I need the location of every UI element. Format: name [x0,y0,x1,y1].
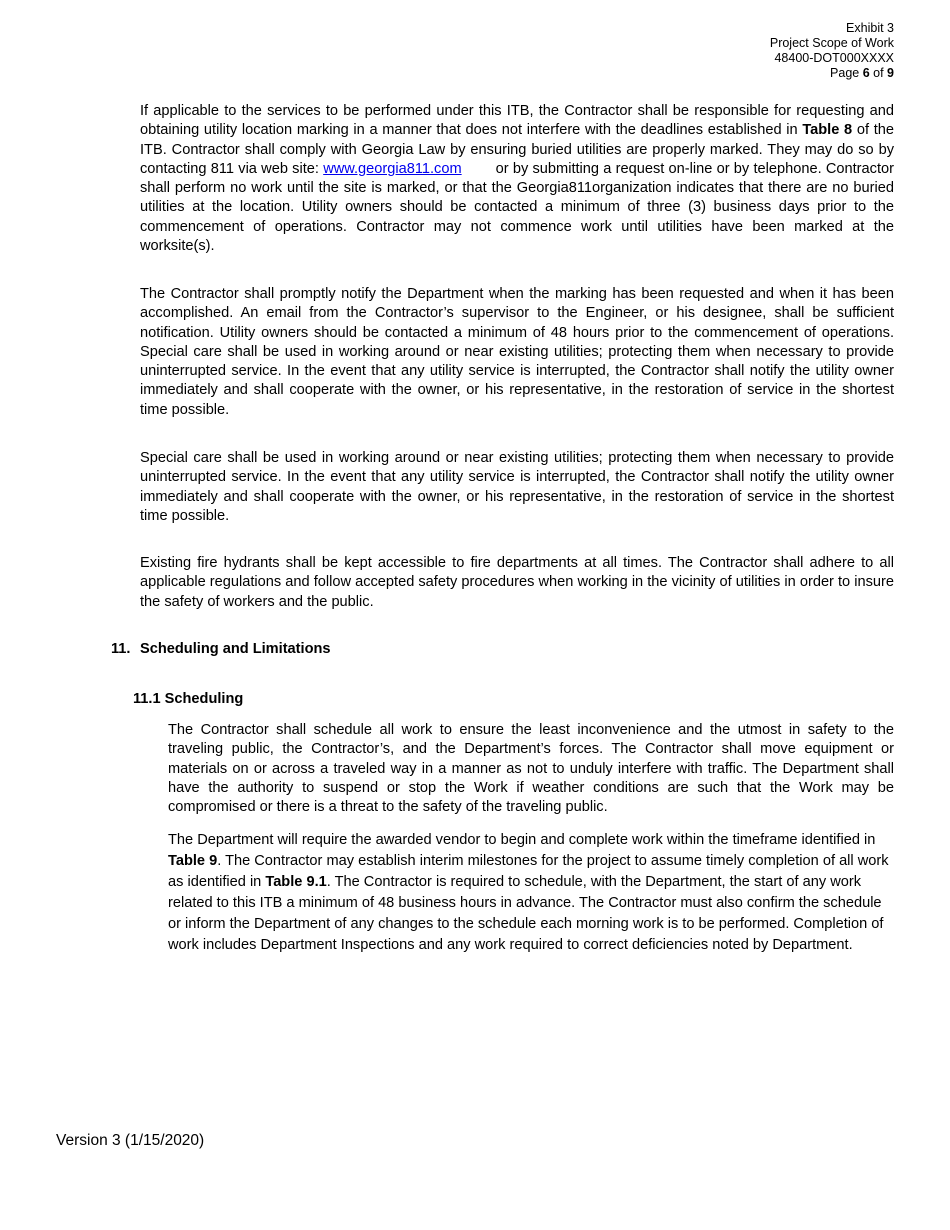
scheduling-paragraph: The Contractor shall schedule all work to ensure the least inconvenience and the utmost in safety to the traveling public, the Contractor’s, and the Department’s forces. The Contractor shall move equipment or materials on or across a traveled way in a manner as not to unduly interfere with traffic. The Department shall have the authority to suspend or stop the Work if weather conditions are such that the Work may be compromised or there is a threat to the safety of the traveling public. [168,722,894,816]
section-heading [111,640,331,659]
document-number: 48400-DOT000XXXX [774,51,894,65]
table-8-reference: Table 8 [802,122,853,139]
subsection-heading: 11.1 Scheduling [133,691,244,707]
total-pages: 9 [887,66,894,80]
exhibit-label: Exhibit 3 [846,21,894,35]
table-9-reference: Table 9 [168,852,218,869]
notification-paragraph: The Contractor shall promptly notify the Department when the marking has been requested and when it has been accomplished. An email from the Contractor’s supervisor to the Engineer, or his designee, shall be sufficient notification. Utility owners should be contacted a minimum of 48 hours prior to the commencement of operations. Special care shall be used in working around or near existing utilities; protecting them when necessary to provide uninterrupted service. In the event that any utility service is interrupted, the Contractor shall notify the utility owner immediately and shall cooperate with the owner, or his representative, in the restoration of service in the shortest time possible. [140,286,894,418]
special-care-paragraph: Special care shall be used in working around or near existing utilities; protecting them when necessary to provide uninterrupted service. In the event that any utility service is interrupted, the Contractor shall notify the utility owner immediately and shall cooperate with the owner, or his representative, in the restoration of service in the shortest time possible. [140,450,894,524]
timeframe-paragraph: The Department will require the awarded vendor to begin and complete work within the timeframe identified in Table 9. The Contractor may establish interim milestones for the project to assume timely completion of all work as identified in Table 9.1. The Contractor is required to schedule, with the Department, the start of any work related to this ITB a minimum of 48 business hours in advance. The Contractor must also confirm the schedule or inform the Department of any changes to the schedule each morning work is to be performed. Completion of work includes Department Inspections and any work required to correct deficiencies noted by Department. [168,832,889,953]
section-title: Scheduling and Limitations [140,641,331,657]
page-number: Page 6 of 9 [830,66,894,80]
georgia811-link[interactable]: www.georgia811.com [323,160,462,177]
section-number: 11. [111,641,131,657]
table-9-1-reference: Table 9.1 [265,873,327,890]
utility-marking-paragraph: If applicable to the services to be performed under this ITB, the Contractor shall be responsible for requesting and obtaining utility location marking in a manner that does not interfere with the deadlines established in Table 8 of the ITB. Contractor shall comply with Georgia Law by ensuring buried utilities are properly marked. They may do so by contacting 811 via web site: www.georgia811.com or by submitting a request on-line or by telephone. Contractor shall perform no work until the site is marked, or that the Georgia811organization indicates that there are no buried utilities at the location. Utility owners should be contacted a minimum of three (3) business days prior to the commencement of operations. Contractor may not commence work until utilities have been marked at the worksite(s). [140,103,894,255]
document-title: Project Scope of Work [769,36,894,50]
page-header [770,21,894,81]
fire-hydrants-paragraph: Existing fire hydrants shall be kept accessible to fire departments at all times. The Contractor shall adhere to all applicable regulations and follow accepted safety procedures when working in the vicinity of utilities in order to insure the safety of workers and the public. [140,555,894,610]
current-page: 6 [862,66,870,80]
version-footer: Version 3 (1/15/2020) [56,1132,205,1149]
